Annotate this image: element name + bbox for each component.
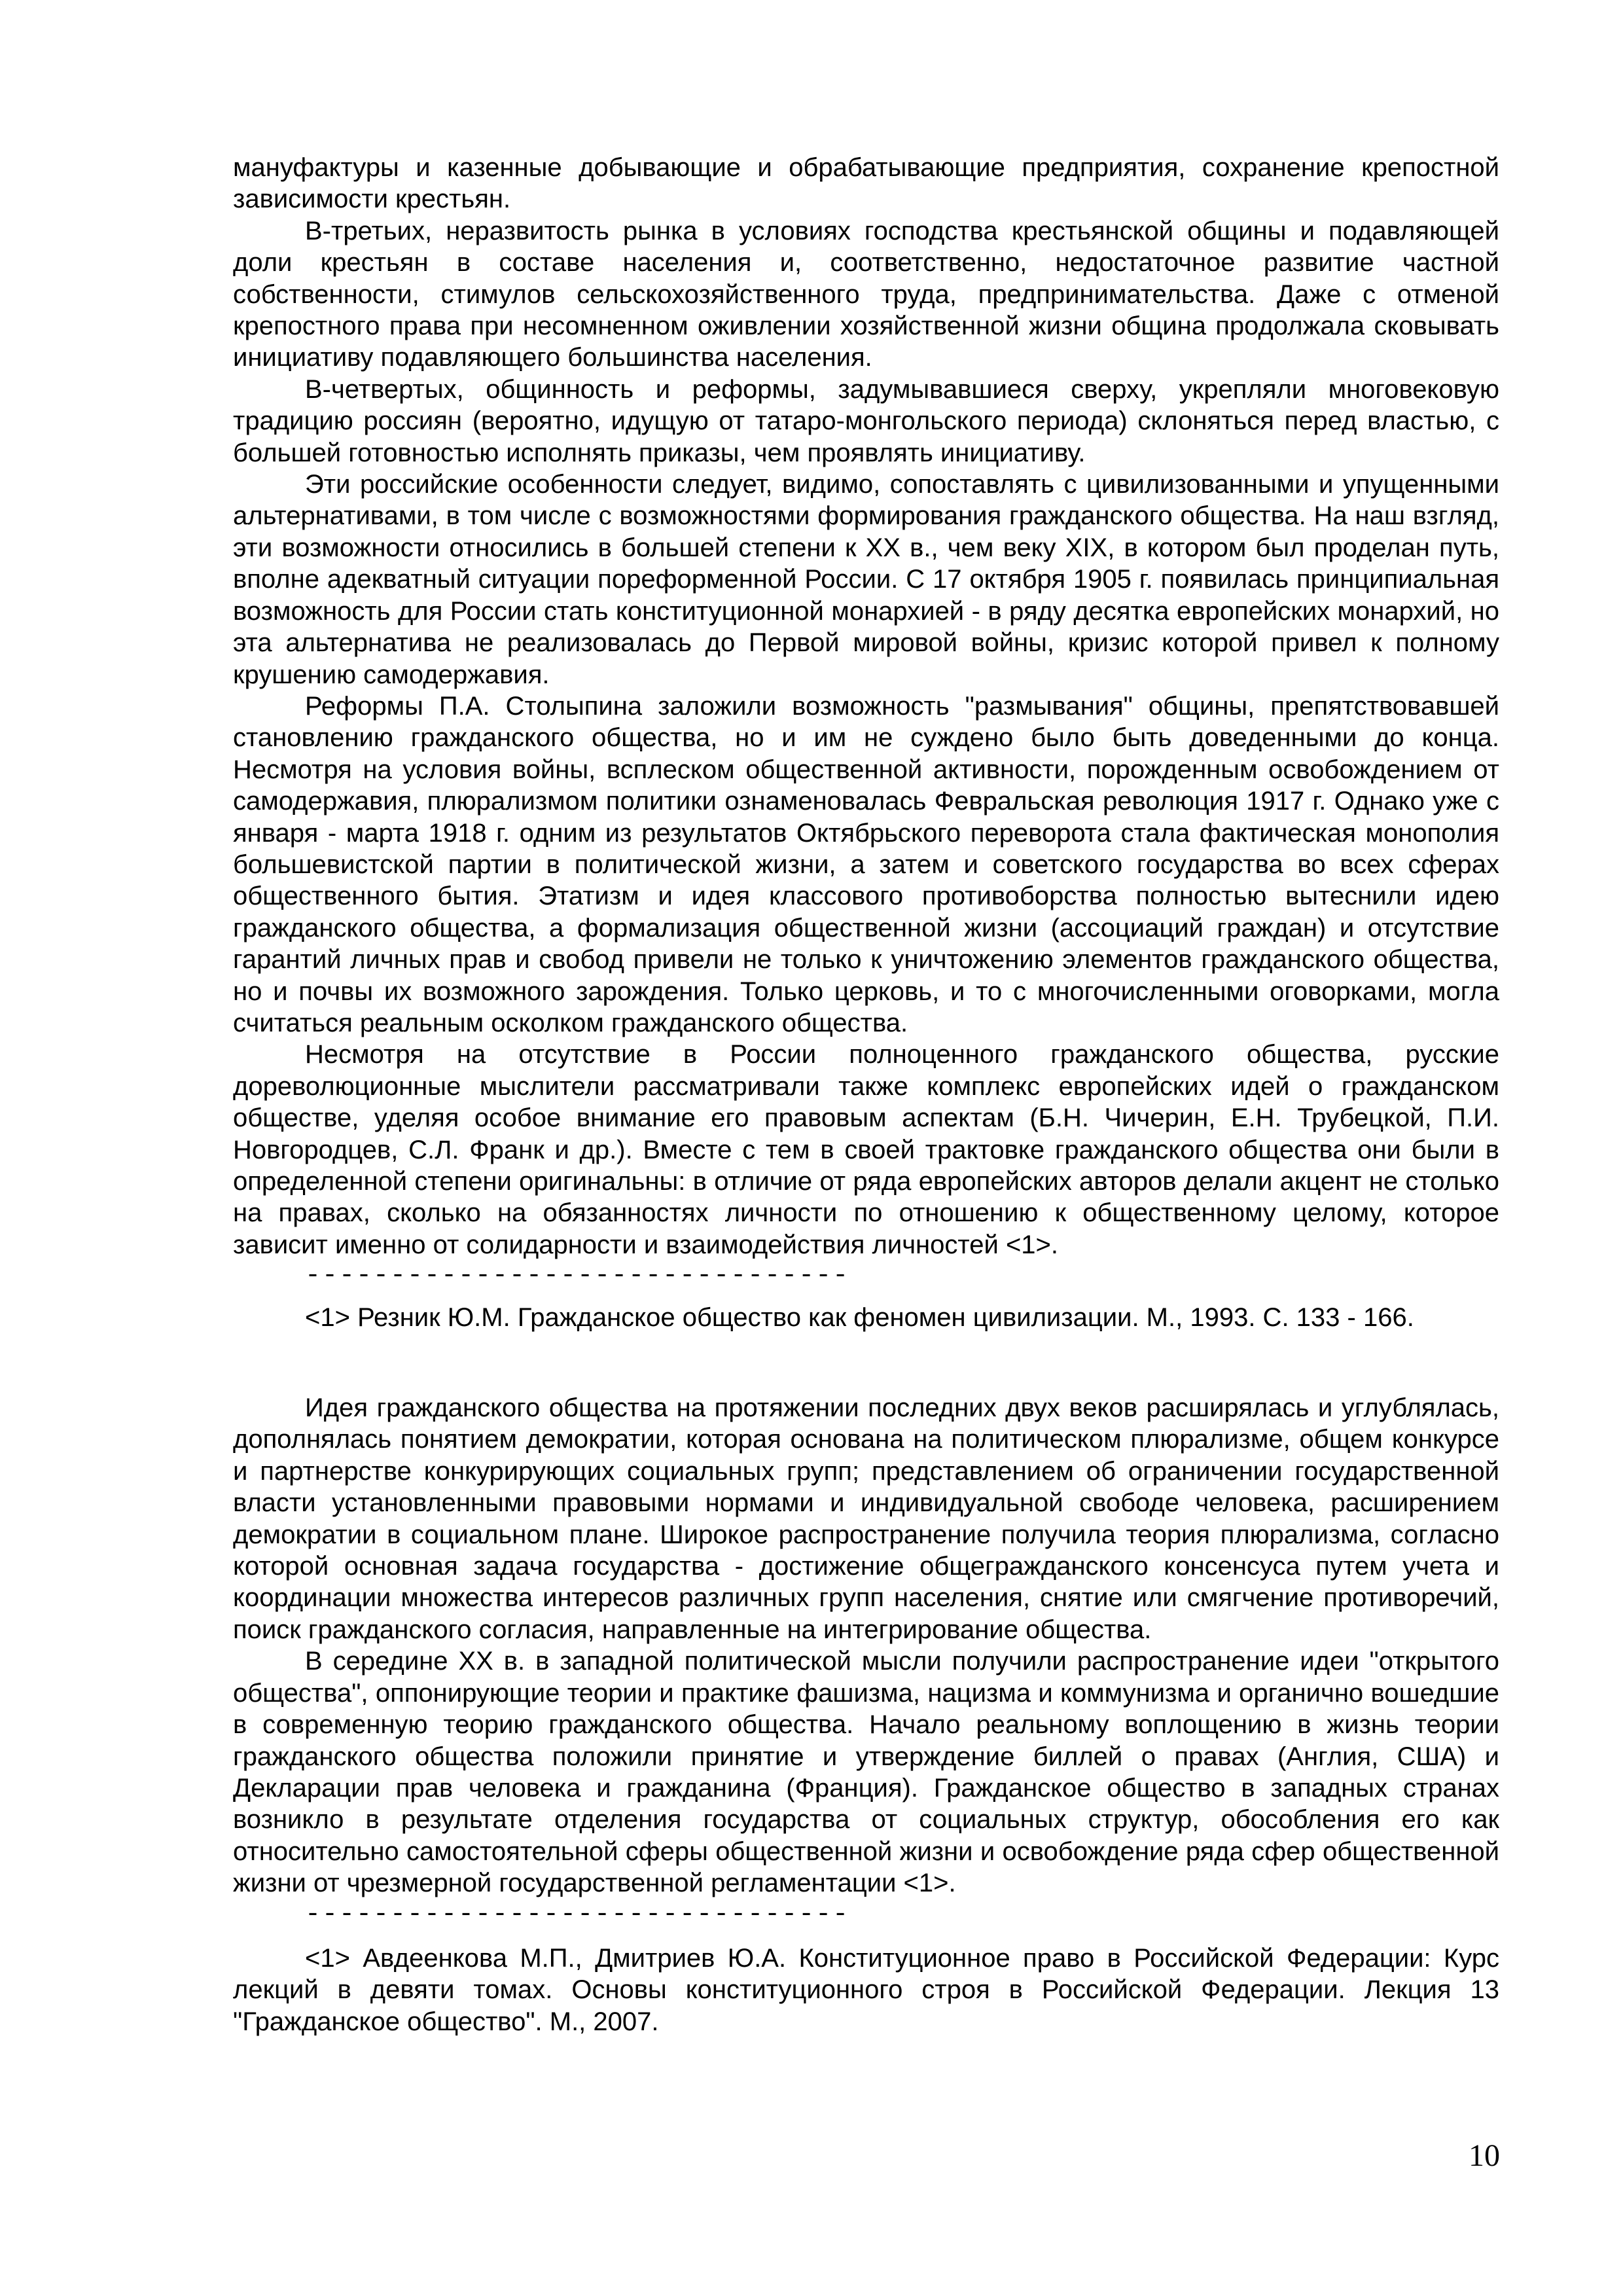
paragraph: В середине XX в. в западной политической мысли получили распространение идеи "открытого общества", оппонирующие теории и практике фашизма, нацизма и коммунизма и органично вошедшие в современную теорию гражданского общества. Начало реальному воплощению в жизнь теории гражданского общества положили принятие и утверждение биллей о правах (Англия, США) и Декларации прав человека и гражданина (Франция). Гражданское общество в западных странах возникло в результате отделения государства от социальных структур, обособления его как относительно самостоятельной сферы общественной жизни и освобождение ряда сфер общественной жизни от чрезмерной государственной регламентации <1>. (233, 1647, 1499, 1898)
paragraph: В-третьих, неразвитость рынка в условиях господства крестьянской общины и подавляющей доли крестьян в составе населения и, соответственно, недостаточное развитие частной собственности, стимулов сельскохозяйственного труда, предпринимательства. Даже с отменой крепостного права при несомненном оживлении хозяйственной жизни община продолжала сковывать инициативу подавляющего большинства населения. (233, 216, 1499, 372)
paragraph: Идея гражданского общества на протяжении последних двух веков расширялась и углублялась, дополнялась понятием демократии, которая основана на политическом плюрализме, общем конкурсе и партнерстве конкурирующих социальных групп; представлением об ограничении государственной власти установленными правовыми нормами и индивидуальной свободе человека, расширением демократии в социальном плане. Широкое распространение получила теория плюрализма, согласно которой основная задача государства - достижение общегражданского консенсуса путем учета и координации множества интересов различных групп населения, снятие или смягчение противоречий, поиск гражданского согласия, направленные на интегрирование общества. (233, 1393, 1499, 1644)
footnote-text: <1> Авдеенкова М.П., Дмитриев Ю.А. Конституционное право в Российской Федерации: Курс лекций в девяти томах. Основы конституционного строя в Российской Федерации. Лекция 13 "Гражданское общество". М., 2007. (233, 1943, 1499, 2036)
footnote-separator: -------------------------------- (305, 1261, 850, 1291)
paragraph: Реформы П.А. Столыпина заложили возможность "размывания" общины, препятствовавшей становлению гражданского общества, но и им не суждено было быть доведенными до конца. Несмотря на условия войны, всплеском общественной активности, порожденным освобождением от самодержавия, плюрализмом политики ознаменовалась Февральская революция 1917 г. Однако уже с января - марта 1918 г. одним из результатов Октябрьского переворота стала фактическая монополия большевистской партии в политической жизни, а затем и советского государства во всех сферах общественного бытия. Этатизм и идея классового противоборства полностью вытеснили идею гражданского общества, а формализация общественной жизни (ассоциаций граждан) и отсутствие гарантий личных прав и свобод привели не только к уничтожению элементов гражданского общества, но и почвы их возможного зарождения. Только церковь, и то с многочисленными оговорками, могла считаться реальным осколком гражданского общества. (233, 691, 1499, 1037)
page-number: 10 (1469, 2138, 1500, 2173)
paragraph: Несмотря на отсутствие в России полноценного гражданского общества, русские дореволюционные мыслители рассматривали также комплекс европейских идей о гражданском обществе, уделяя особое внимание его правовым аспектам (Б.Н. Чичерин, Е.Н. Трубецкой, П.И. Новгородцев, С.Л. Франк и др.). Вместе с тем в своей трактовке гражданского общества они были в определенной степени оригинальны: в отличие от ряда европейских авторов делали акцент не столько на правах, сколько на обязанностях личности по отношению к общественному целому, которое зависит именно от солидарности и взаимодействия личностей <1>. (233, 1040, 1499, 1259)
paragraph: Эти российские особенности следует, видимо, сопоставлять с цивилизованными и упущенными альтернативами, в том числе с возможностями формирования гражданского общества. На наш взгляд, эти возможности относились в большей степени к XX в., чем веку XIX, в котором был проделан путь, вполне адекватный ситуации пореформенной России. С 17 октября 1905 г. появилась принципиальная возможность для России стать конституционной монархией - в ряду десятка европейских монархий, но эта альтернатива не реализовалась до Первой мировой войны, кризис которой привел к полному крушению самодержавия. (233, 470, 1499, 689)
document-page (233, 152, 1499, 2037)
paragraph: В-четвертых, общинность и реформы, задумывавшиеся сверху, укрепляли многовековую традицию россиян (вероятно, идущую от татаро-монгольского периода) склоняться перед властью, с большей готовностью исполнять приказы, чем проявлять инициативу. (233, 374, 1499, 467)
footnote-separator: -------------------------------- (305, 1899, 850, 1929)
footnote-text: <1> Резник Ю.М. Гражданское общество как феномен цивилизации. М., 1993. С. 133 - 166. (305, 1302, 1414, 1332)
paragraph: мануфактуры и казенные добывающие и обрабатывающие предприятия, сохранение крепостной зависимости крестьян. (233, 153, 1499, 214)
